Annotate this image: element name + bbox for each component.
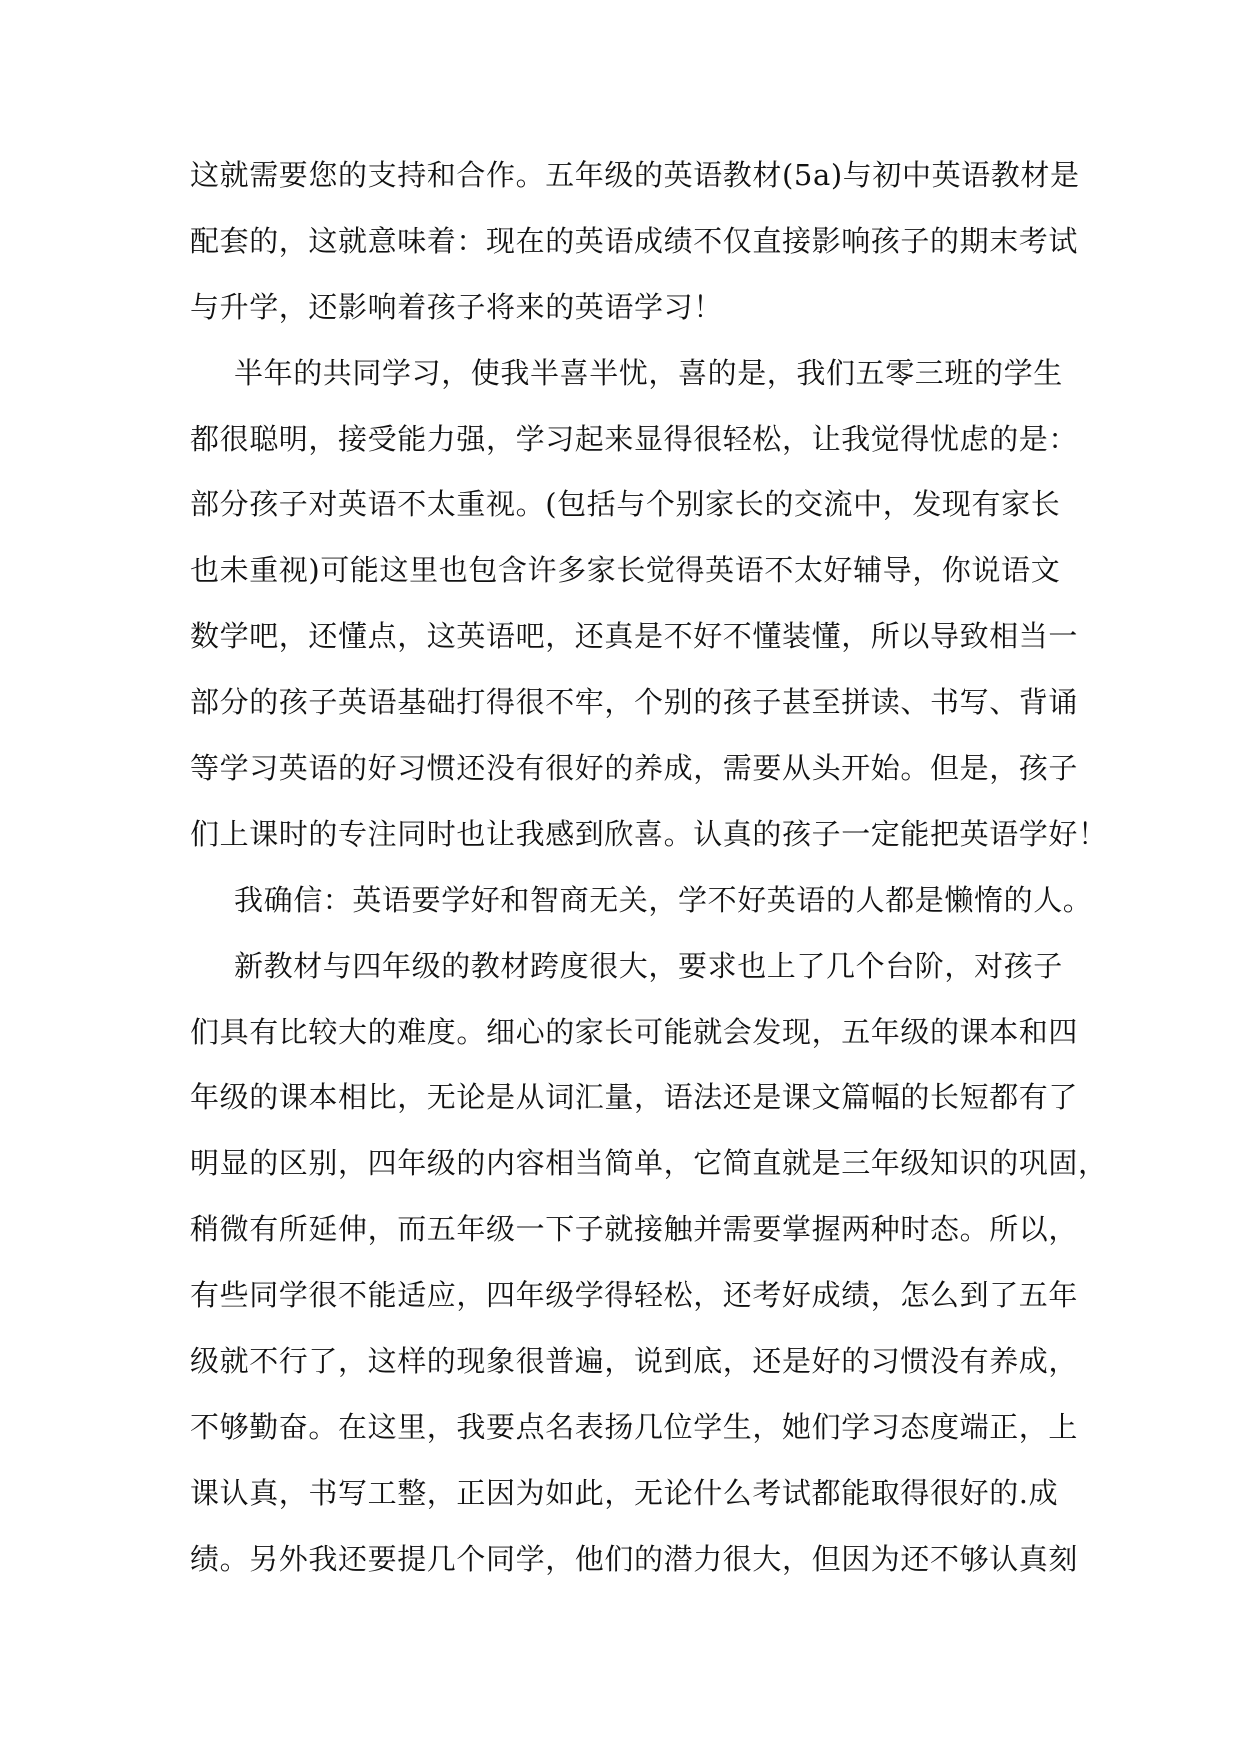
text-line: 们具有比较大的难度。细心的家长可能就会发现，五年级的课本和四 bbox=[190, 1014, 1079, 1049]
text-line: 不够勤奋。在这里，我要点名表扬几位学生，她们学习态度端正，上 bbox=[190, 1409, 1079, 1444]
text-line: 也未重视)可能这里也包含许多家长觉得英语不太好辅导，你说语文 bbox=[190, 553, 1061, 588]
text-line: 等学习英语的好习惯还没有很好的养成，需要从头开始。但是，孩子 bbox=[190, 751, 1079, 786]
paragraph-start-line: 我确信：英语要学好和智商无关，学不好英语的人都是懒惰的人。 bbox=[234, 882, 1093, 917]
text-line: 数学吧，还懂点，这英语吧，还真是不好不懂装懂，所以导致相当一 bbox=[190, 619, 1079, 654]
text-line: 都很聪明，接受能力强，学习起来显得很轻松，让我觉得忧虑的是： bbox=[190, 421, 1079, 456]
text-line: 与升学，还影响着孩子将来的英语学习！ bbox=[190, 289, 723, 324]
text-line: 们上课时的专注同时也让我感到欣喜。认真的孩子一定能把英语学好！ bbox=[190, 816, 1108, 851]
text-line: 部分的孩子英语基础打得很不牢，个别的孩子甚至拼读、书写、背诵 bbox=[190, 685, 1079, 720]
text-line: 级就不行了，这样的现象很普遍，说到底，还是好的习惯没有养成， bbox=[190, 1344, 1079, 1379]
paragraph-start-line: 新教材与四年级的教材跨度很大，要求也上了几个台阶，对孩子 bbox=[234, 948, 1063, 983]
text-line: 年级的课本相比，无论是从词汇量，语法还是课文篇幅的长短都有了 bbox=[190, 1080, 1079, 1115]
text-line: 课认真，书写工整，正因为如此，无论什么考试都能取得很好的.成 bbox=[190, 1475, 1059, 1510]
text-line: 稍微有所延伸，而五年级一下子就接触并需要掌握两种时态。所以， bbox=[190, 1212, 1079, 1247]
text-line: 明显的区别，四年级的内容相当简单，它简直就是三年级知识的巩固， bbox=[190, 1146, 1108, 1181]
body-text bbox=[190, 158, 1108, 1608]
text-line: 有些同学很不能适应，四年级学得轻松，还考好成绩，怎么到了五年 bbox=[190, 1278, 1079, 1313]
text-line: 绩。另外我还要提几个同学，他们的潜力很大，但因为还不够认真刻 bbox=[190, 1541, 1079, 1576]
text-line: 配套的，这就意味着：现在的英语成绩不仅直接影响孩子的期末考试 bbox=[190, 223, 1079, 258]
text-line: 部分孩子对英语不太重视。(包括与个别家长的交流中，发现有家长 bbox=[190, 487, 1061, 522]
paragraph-start-line: 半年的共同学习，使我半喜半忧，喜的是，我们五零三班的学生 bbox=[234, 355, 1063, 390]
text-line: 这就需要您的支持和合作。五年级的英语教材(5a)与初中英语教材是 bbox=[190, 158, 1080, 192]
